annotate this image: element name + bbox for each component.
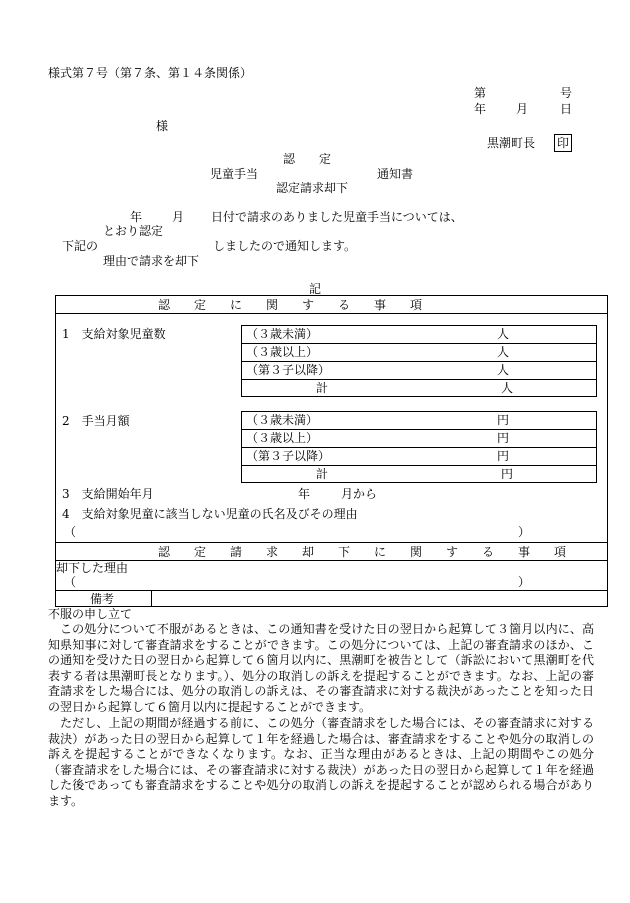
item3-month-from: 月から: [341, 487, 378, 501]
item2-row-label: （３歳以上）: [246, 431, 319, 445]
divider: [55, 313, 608, 314]
item2-row-label: （第３子以降）: [246, 449, 331, 463]
item1-total-label: 計: [316, 381, 329, 395]
divider: [55, 560, 608, 561]
body-option-certify: とおり認定: [103, 224, 164, 238]
title-line3: 認定請求却下: [276, 181, 349, 195]
body-option-reject: 理由で請求を却下: [103, 254, 200, 268]
reject-close-paren: ）: [518, 575, 531, 589]
item2-row-unit: 円: [497, 431, 510, 445]
number-prefix: 第: [474, 86, 487, 100]
item1-row-label: （第３子以降）: [246, 363, 331, 377]
appeal-paragraph-1: この処分について不服があるときは、この通知書を受けた日の翌日から起算して３箇月以内に、高知県知事に対して審査請求をすることができます。この処分については、上記の審査請求のほか、この通知を受けた日の翌日から起算して６箇月以内に、黒潮町を被告として（訴訟において黒潮町を代表する者は黒潮町長となります。）、処分の取消しの訴えを提起することができます。なお、上記の審査請求をした場合には、処分の取消しの訴えは、その審査請求に対する裁決があったことを知った日の翌日から起算して６箇月以内に提起することができます。: [48, 622, 594, 714]
body-suffix: しましたので通知します。: [213, 239, 357, 253]
body-month: 月: [172, 210, 185, 224]
sender: 黒潮町長: [487, 136, 536, 150]
form-id: 様式第７号（第７条、第１４条関係）: [48, 66, 253, 80]
appeal-title: 不服の申し立て: [48, 607, 133, 621]
item4-close-paren: ）: [518, 525, 531, 539]
divider: [241, 429, 597, 430]
item2-row-label: （３歳未満）: [246, 413, 319, 427]
divider: [55, 542, 608, 543]
number-suffix: 号: [560, 86, 573, 100]
divider: [241, 379, 597, 380]
item1-row-unit: 人: [497, 363, 510, 377]
divider: [241, 465, 597, 466]
item3-label: 3 支給開始年月: [62, 487, 154, 501]
divider: [151, 590, 152, 607]
item1-row-label: （３歳以上）: [246, 345, 319, 359]
date-day: 日: [560, 102, 573, 116]
date-year: 年: [474, 102, 487, 116]
remarks-label: 備考: [90, 592, 115, 606]
item1-row-unit: 人: [497, 327, 510, 341]
item2-label: 2 手当月額: [62, 414, 130, 428]
item3-year: 年: [298, 487, 311, 501]
seal-mark: 印: [554, 134, 572, 152]
item4-open-paren: （: [64, 525, 77, 539]
item2-row-unit: 円: [497, 413, 510, 427]
reject-open-paren: （: [64, 575, 77, 589]
date-month: 月: [516, 102, 529, 116]
ki-label: 記: [309, 282, 322, 296]
appeal-paragraph-2: ただし、上記の期間が経過する前に、この処分（審査請求をした場合には、その審査請求に対する裁決）があった日の翌日から起算して１年を経過した場合は、審査請求をすることや処分の取消しの訴えを提起することができなくなります。なお、正当な理由があるときは、上記の期間やこの処分（審査請求をした場合には、その審査請求に対する裁決）があった日の翌日から起算して１年を経過した後であっても審査請求をすることや処分の取消しの訴えを提起することが認められる場合があります。: [48, 716, 594, 808]
reject-reason-label: 却下した理由: [56, 561, 129, 575]
section-reject-header: 認 定 請 求 却 下 に 関 す る 事 項: [158, 545, 567, 559]
title-line1: 認 定: [283, 152, 332, 166]
section-certify-header: 認 定 に 関 す る 事 項: [158, 298, 423, 312]
item1-row-unit: 人: [497, 345, 510, 359]
divider: [241, 361, 597, 362]
item1-row-label: （３歳未満）: [246, 327, 319, 341]
body-prefix: 下記の: [62, 239, 99, 253]
divider: [55, 590, 608, 591]
title-line2-left: 児童手当: [210, 167, 259, 181]
item2-row-unit: 円: [497, 449, 510, 463]
item4-label: 4 支給対象児童に該当しない児童の氏名及びその理由: [62, 507, 358, 521]
item2-total-label: 計: [316, 467, 329, 481]
item2-total-unit: 円: [501, 467, 514, 481]
body-date-suffix: 日付で請求のありました児童手当については、: [211, 210, 463, 224]
body-year: 年: [130, 210, 143, 224]
title-line2-right: 通知書: [377, 167, 414, 181]
addressee-suffix: 様: [156, 119, 169, 133]
divider: [241, 447, 597, 448]
item1-total-unit: 人: [501, 381, 514, 395]
divider: [241, 343, 597, 344]
item1-label: 1 支給対象児童数: [62, 327, 166, 341]
